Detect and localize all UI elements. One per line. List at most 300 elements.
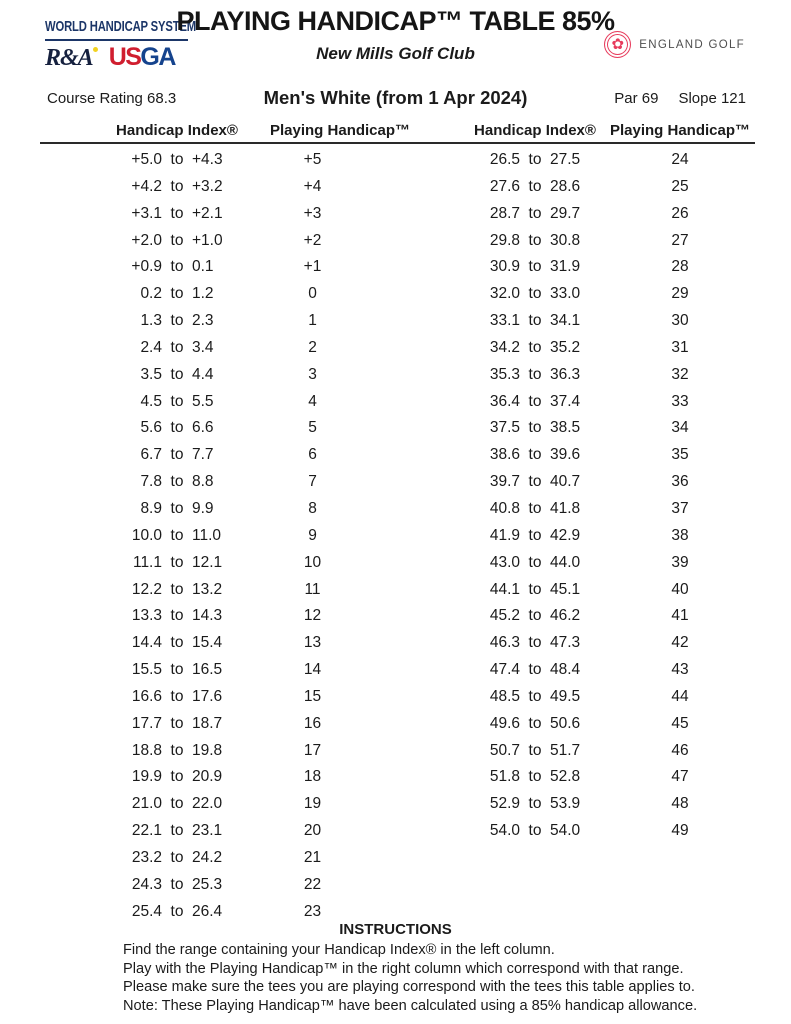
table-row — [465, 764, 755, 791]
handicap-index-range — [465, 822, 605, 840]
handicap-index-range — [40, 339, 270, 357]
table-row — [465, 710, 755, 737]
range-high: 35.2 — [550, 338, 581, 356]
range-to-word: to — [170, 338, 184, 356]
table-row — [465, 388, 755, 415]
playing-handicap-value: 6 — [308, 446, 317, 464]
range-to-word: to — [528, 580, 542, 598]
range-high: 8.8 — [192, 473, 214, 491]
ra-logo-text: R&A — [45, 45, 93, 71]
playing-handicap-value: 4 — [308, 392, 317, 410]
range-low: 25.4 — [131, 902, 162, 920]
table-row — [40, 764, 355, 791]
range-to-word: to — [170, 902, 184, 920]
range-high: 26.4 — [192, 902, 223, 920]
range-high: 3.4 — [192, 338, 214, 356]
handicap-index-range — [465, 554, 605, 572]
table-row — [465, 281, 755, 308]
handicap-index-range — [40, 607, 270, 625]
handicap-index-range — [465, 419, 605, 437]
range-high: 16.5 — [192, 661, 223, 679]
range-low: 51.8 — [489, 768, 520, 786]
range-low: 4.5 — [140, 392, 162, 410]
table-row — [465, 200, 755, 227]
range-to-word: to — [528, 499, 542, 517]
playing-handicap-value: 28 — [671, 258, 689, 276]
table-row — [40, 737, 355, 764]
handicap-index-range — [465, 473, 605, 491]
range-to-word: to — [170, 607, 184, 625]
table-row — [40, 442, 355, 469]
range-to-word: to — [170, 875, 184, 893]
table-row — [465, 308, 755, 335]
handicap-index-range — [40, 473, 270, 491]
handicap-index-range — [40, 312, 270, 330]
handicap-index-range — [465, 151, 605, 169]
range-high: 7.7 — [192, 446, 214, 464]
table-row — [40, 576, 355, 603]
playing-handicap-value: 49 — [671, 822, 689, 840]
table-row — [465, 415, 755, 442]
handicap-index-range — [465, 500, 605, 518]
range-low: 3.5 — [140, 365, 162, 383]
range-high: 19.8 — [192, 741, 223, 759]
table-row — [465, 522, 755, 549]
range-low: 54.0 — [489, 822, 520, 840]
header-playing-handicap-left: Playing Handicap™ — [270, 122, 411, 139]
range-low: 14.4 — [131, 634, 162, 652]
table-row — [40, 335, 355, 362]
handicap-index-range — [40, 178, 270, 196]
range-low: +5.0 — [131, 151, 162, 169]
range-to-word: to — [528, 392, 542, 410]
table-row — [40, 522, 355, 549]
playing-handicap-value: 36 — [671, 473, 689, 491]
table-row — [40, 227, 355, 254]
range-low: 43.0 — [489, 553, 520, 571]
playing-handicap-value: 40 — [671, 580, 689, 598]
course-rating: Course Rating 68.3 — [47, 90, 177, 107]
whs-wordmark: WORLD HANDICAP SYSTEM — [45, 18, 197, 35]
handicap-index-range — [40, 554, 270, 572]
playing-handicap-value: 29 — [671, 285, 689, 303]
handicap-index-range — [465, 768, 605, 786]
range-high: 23.1 — [192, 822, 223, 840]
playing-handicap-value: 32 — [671, 365, 689, 383]
playing-handicap-value: 38 — [671, 526, 689, 544]
playing-handicap-value: 47 — [671, 768, 689, 786]
range-low: 37.5 — [489, 419, 520, 437]
range-low: 41.9 — [489, 526, 520, 544]
playing-handicap-value: 41 — [671, 607, 689, 625]
handicap-index-range — [465, 446, 605, 464]
table-header-row — [40, 118, 755, 139]
table-row — [40, 254, 355, 281]
header-playing-handicap-right: Playing Handicap™ — [609, 122, 751, 139]
playing-handicap-value: 3 — [308, 365, 317, 383]
range-low: +2.0 — [131, 231, 162, 249]
handicap-index-range — [40, 903, 270, 921]
playing-handicap-value: 1 — [308, 312, 317, 330]
playing-handicap-value: 34 — [671, 419, 689, 437]
range-high: 14.3 — [192, 607, 223, 625]
handicap-index-range — [40, 715, 270, 733]
club-name: New Mills Golf Club — [316, 44, 475, 63]
table-row — [465, 254, 755, 281]
playing-handicap-value: 11 — [304, 580, 321, 598]
range-low: 13.3 — [131, 607, 162, 625]
range-low: 16.6 — [131, 687, 162, 705]
range-to-word: to — [528, 338, 542, 356]
playing-handicap-value: 27 — [671, 231, 689, 249]
handicap-index-range — [40, 876, 270, 894]
handicap-index-range — [40, 634, 270, 652]
table-row — [465, 791, 755, 818]
range-low: 1.3 — [140, 312, 162, 330]
table-row — [40, 469, 355, 496]
table-row — [465, 737, 755, 764]
meta-row — [0, 87, 791, 111]
range-low: 0.2 — [140, 285, 162, 303]
playing-handicap-value: 37 — [671, 499, 689, 517]
table-body — [40, 144, 755, 925]
table-row — [465, 227, 755, 254]
range-to-word: to — [170, 714, 184, 732]
range-to-word: to — [528, 634, 542, 652]
table-row — [465, 496, 755, 523]
range-to-word: to — [170, 661, 184, 679]
playing-handicap-value: 30 — [671, 312, 689, 330]
page-title: PLAYING HANDICAP™ TABLE 85% — [176, 6, 615, 36]
handicap-index-range — [465, 634, 605, 652]
range-low: 33.1 — [489, 312, 520, 330]
range-high: 38.5 — [550, 419, 581, 437]
range-to-word: to — [170, 285, 184, 303]
range-low: 32.0 — [489, 285, 520, 303]
handicap-index-range — [40, 232, 270, 250]
range-high: 49.5 — [550, 687, 581, 705]
range-to-word: to — [528, 795, 542, 813]
handicap-index-range — [465, 795, 605, 813]
range-high: 37.4 — [550, 392, 581, 410]
range-high: 27.5 — [550, 151, 581, 169]
instruction-line: Find the range containing your Handicap Index® in the left column. — [123, 942, 555, 958]
range-high: 53.9 — [550, 795, 581, 813]
range-to-word: to — [528, 661, 542, 679]
playing-handicap-value: 31 — [671, 338, 689, 356]
range-low: 5.6 — [140, 419, 162, 437]
playing-handicap-value: 13 — [303, 634, 322, 652]
handicap-index-range — [465, 285, 605, 303]
table-row — [40, 415, 355, 442]
range-high: +3.2 — [192, 177, 223, 195]
handicap-index-range — [40, 366, 270, 384]
range-low: 26.5 — [489, 151, 520, 169]
playing-handicap-value: 20 — [303, 822, 322, 840]
playing-handicap-value: 24 — [671, 151, 689, 169]
tee-heading: Men's White (from 1 Apr 2024) — [263, 87, 528, 108]
range-low: 23.2 — [131, 848, 162, 866]
table-row — [465, 818, 755, 845]
range-low: 35.3 — [489, 365, 520, 383]
range-low: 40.8 — [489, 499, 520, 517]
range-high: 5.5 — [192, 392, 214, 410]
playing-handicap-value: +2 — [303, 231, 322, 249]
range-low: 50.7 — [489, 741, 520, 759]
range-to-word: to — [528, 607, 542, 625]
range-to-word: to — [528, 285, 542, 303]
handicap-index-range — [465, 527, 605, 545]
range-low: 12.2 — [131, 580, 162, 598]
handicap-index-range — [465, 742, 605, 760]
range-low: 39.7 — [489, 473, 520, 491]
table-row — [40, 173, 355, 200]
slope-value: Slope 121 — [678, 90, 746, 107]
playing-handicap-value: 43 — [671, 661, 689, 679]
playing-handicap-value: 9 — [308, 526, 317, 544]
playing-handicap-value: 15 — [303, 687, 322, 705]
playing-handicap-value: 2 — [308, 338, 317, 356]
range-high: 54.0 — [550, 822, 581, 840]
table-row — [465, 549, 755, 576]
header-handicap-index-left: Handicap Index® — [116, 122, 238, 139]
range-low: 17.7 — [131, 714, 162, 732]
playing-handicap-value: +4 — [303, 177, 322, 195]
range-to-word: to — [170, 822, 184, 840]
handicap-index-range — [465, 715, 605, 733]
table-row — [465, 683, 755, 710]
range-high: 40.7 — [550, 473, 581, 491]
range-to-word: to — [170, 204, 184, 222]
playing-handicap-value: 19 — [303, 795, 322, 813]
range-high: 41.8 — [550, 499, 581, 517]
range-high: 18.7 — [192, 714, 223, 732]
range-to-word: to — [528, 258, 542, 276]
range-to-word: to — [528, 741, 542, 759]
range-low: 24.3 — [131, 875, 162, 893]
range-high: 25.3 — [192, 875, 223, 893]
range-high: 13.2 — [192, 580, 223, 598]
table-row — [40, 791, 355, 818]
table-column-gap — [355, 147, 465, 925]
handicap-index-range — [40, 661, 270, 679]
range-high: 51.7 — [550, 741, 581, 759]
playing-handicap-value: 39 — [671, 553, 689, 571]
range-high: 39.6 — [550, 446, 581, 464]
table-row — [465, 335, 755, 362]
range-low: 44.1 — [489, 580, 520, 598]
range-to-word: to — [528, 687, 542, 705]
instruction-line: Note: These Playing Handicap™ have been calculated using a 85% handicap allowance. — [123, 997, 698, 1014]
range-high: 31.9 — [550, 258, 581, 276]
playing-handicap-value: 16 — [303, 714, 322, 732]
range-low: 2.4 — [140, 338, 162, 356]
playing-handicap-value: 26 — [671, 204, 689, 222]
range-low: +3.1 — [131, 204, 162, 222]
handicap-index-range — [465, 258, 605, 276]
range-to-word: to — [528, 231, 542, 249]
range-high: 24.2 — [192, 848, 223, 866]
table-row — [40, 683, 355, 710]
range-high: 52.8 — [550, 768, 581, 786]
par-slope-group — [614, 90, 746, 107]
table-row — [40, 630, 355, 657]
playing-handicap-value: 45 — [671, 714, 689, 732]
range-high: +4.3 — [192, 151, 223, 169]
table-row — [40, 308, 355, 335]
range-high: 30.8 — [550, 231, 581, 249]
playing-handicap-value: 18 — [303, 768, 322, 786]
range-high: 50.6 — [550, 714, 581, 732]
handicap-index-range — [465, 581, 605, 599]
handicap-index-range — [40, 151, 270, 169]
range-high: 33.0 — [550, 285, 581, 303]
range-to-word: to — [528, 419, 542, 437]
range-high: +1.0 — [192, 231, 223, 249]
range-to-word: to — [528, 446, 542, 464]
range-high: 42.9 — [550, 526, 581, 544]
range-to-word: to — [170, 365, 184, 383]
range-to-word: to — [170, 499, 184, 517]
range-to-word: to — [170, 177, 184, 195]
handicap-index-range — [465, 312, 605, 330]
handicap-index-range — [40, 419, 270, 437]
playing-handicap-value: 22 — [303, 875, 322, 893]
playing-handicap-value: 14 — [303, 661, 322, 679]
playing-handicap-value: 17 — [303, 741, 322, 759]
table-row — [465, 630, 755, 657]
handicap-index-range — [465, 232, 605, 250]
range-low: 6.7 — [140, 446, 162, 464]
instruction-line: Please make sure the tees you are playing correspond with the tees this table applies to. — [123, 979, 695, 996]
playing-handicap-value: 23 — [303, 902, 322, 920]
handicap-index-range — [40, 205, 270, 223]
range-high: 17.6 — [192, 687, 223, 705]
range-low: 8.9 — [140, 499, 162, 517]
instruction-line: Play with the Playing Handicap™ in the right column which correspond with that range. — [123, 960, 684, 977]
handicap-index-range — [465, 607, 605, 625]
range-to-word: to — [170, 392, 184, 410]
handicap-table — [40, 118, 755, 925]
handicap-index-range — [40, 285, 270, 303]
range-low: 22.1 — [131, 822, 162, 840]
england-golf-label: ENGLAND GOLF — [639, 38, 745, 51]
playing-handicap-value: +5 — [303, 151, 322, 169]
usga-logo-us: US — [108, 43, 141, 71]
range-to-word: to — [170, 473, 184, 491]
range-to-word: to — [528, 204, 542, 222]
range-to-word: to — [170, 553, 184, 571]
playing-handicap-value: 21 — [303, 848, 322, 866]
playing-handicap-value: 42 — [671, 634, 689, 652]
playing-handicap-value: 44 — [671, 687, 689, 705]
playing-handicap-value: 5 — [308, 419, 317, 437]
range-to-word: to — [170, 741, 184, 759]
playing-handicap-value: +1 — [303, 258, 322, 276]
range-to-word: to — [170, 848, 184, 866]
table-column-right — [465, 147, 755, 925]
range-to-word: to — [170, 419, 184, 437]
range-high: 12.1 — [192, 553, 223, 571]
playing-handicap-value: +3 — [303, 204, 322, 222]
range-to-word: to — [170, 231, 184, 249]
handicap-index-range — [40, 849, 270, 867]
handicap-index-range — [40, 742, 270, 760]
handicap-index-range — [40, 258, 270, 276]
range-high: 28.6 — [550, 177, 581, 195]
range-to-word: to — [528, 822, 542, 840]
range-low: 15.5 — [131, 661, 162, 679]
table-row — [40, 281, 355, 308]
range-high: 1.2 — [192, 285, 214, 303]
table-row — [465, 657, 755, 684]
table-row — [40, 710, 355, 737]
playing-handicap-value: 46 — [671, 741, 689, 759]
range-low: 19.9 — [131, 768, 162, 786]
handicap-index-range — [40, 581, 270, 599]
range-to-word: to — [528, 151, 542, 169]
range-low: 48.5 — [489, 687, 520, 705]
range-to-word: to — [170, 634, 184, 652]
range-low: 38.6 — [489, 446, 520, 464]
table-row — [465, 147, 755, 174]
range-high: 48.4 — [550, 661, 581, 679]
handicap-index-range — [40, 393, 270, 411]
range-low: 18.8 — [131, 741, 162, 759]
range-to-word: to — [528, 312, 542, 330]
range-high: 4.4 — [192, 365, 214, 383]
range-to-word: to — [170, 258, 184, 276]
playing-handicap-value: 7 — [308, 473, 317, 491]
header-handicap-index-right: Handicap Index® — [474, 122, 596, 139]
range-to-word: to — [528, 526, 542, 544]
instructions-lines — [123, 941, 751, 1015]
handicap-index-range — [465, 661, 605, 679]
handicap-index-range — [40, 527, 270, 545]
table-row — [40, 871, 355, 898]
playing-handicap-value: 33 — [671, 392, 689, 410]
range-high: 20.9 — [192, 768, 223, 786]
range-high: 36.3 — [550, 365, 581, 383]
range-high: 46.2 — [550, 607, 581, 625]
table-row — [465, 173, 755, 200]
table-row — [40, 603, 355, 630]
table-row — [465, 576, 755, 603]
table-row — [40, 200, 355, 227]
range-low: 11.1 — [132, 553, 162, 571]
range-low: 30.9 — [489, 258, 520, 276]
range-high: 15.4 — [192, 634, 223, 652]
range-to-word: to — [170, 580, 184, 598]
range-high: 34.1 — [550, 312, 581, 330]
range-high: 44.0 — [550, 553, 581, 571]
range-to-word: to — [528, 365, 542, 383]
playing-handicap-value: 0 — [308, 285, 317, 303]
table-row — [465, 442, 755, 469]
usga-logo-ga: GA — [140, 43, 175, 71]
table-row — [40, 549, 355, 576]
range-high: 45.1 — [550, 580, 581, 598]
table-row — [40, 657, 355, 684]
range-low: +0.9 — [131, 258, 162, 276]
table-row — [465, 361, 755, 388]
range-to-word: to — [170, 312, 184, 330]
range-low: 46.3 — [489, 634, 520, 652]
range-low: 45.2 — [489, 607, 520, 625]
table-column-left — [40, 147, 355, 925]
instructions-section — [0, 921, 791, 1015]
playing-handicap-value: 12 — [303, 607, 322, 625]
